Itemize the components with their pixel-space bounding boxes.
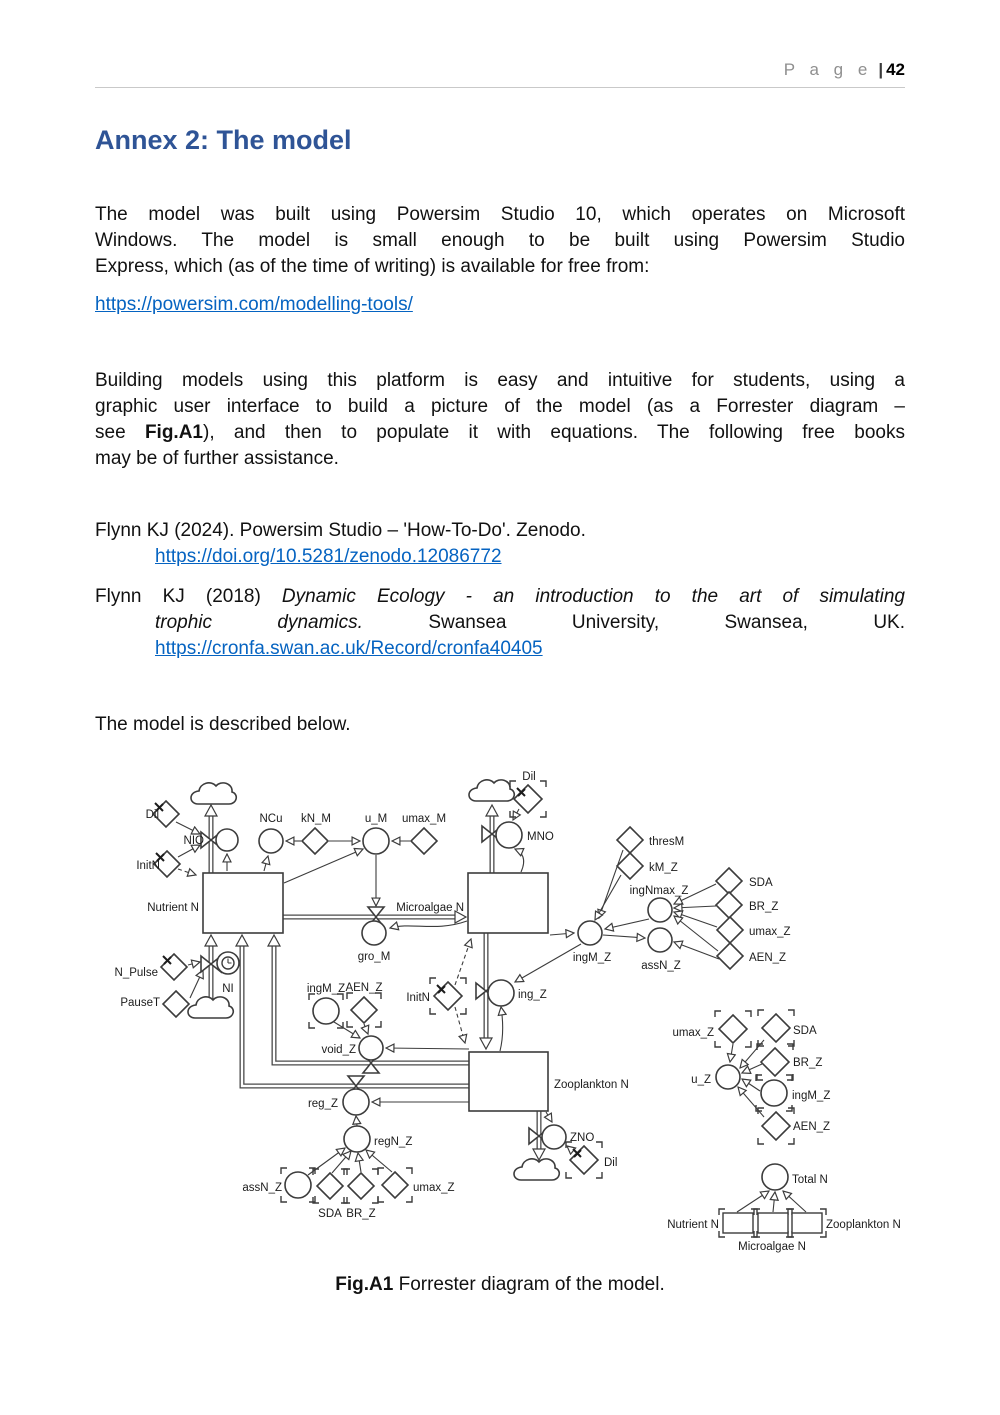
node-regn-z bbox=[344, 1126, 370, 1152]
label-ingm-z-u: ingM_Z bbox=[792, 1090, 831, 1102]
label-u-m: u_M bbox=[364, 813, 388, 825]
label-zooplankton-n-alias: Zooplankton N bbox=[826, 1219, 901, 1231]
alias-umax-z-u bbox=[719, 1015, 747, 1043]
node-reg-z bbox=[343, 1089, 369, 1115]
label-sda-u: SDA bbox=[793, 1025, 817, 1037]
reference-2-authors: Flynn KJ (2018) bbox=[95, 586, 261, 607]
label-aen-z-u: AEN_Z bbox=[793, 1121, 831, 1133]
page-header bbox=[95, 60, 905, 80]
label-aen-z-alias: AEN_Z bbox=[345, 982, 383, 994]
cloud-icon bbox=[469, 780, 514, 801]
node-ingm-z bbox=[578, 921, 602, 945]
paragraph-2-line: graphic user interface to build a picture of the model (as a Forrester diagram – bbox=[95, 396, 905, 417]
alias-box-zooplankton-n bbox=[792, 1213, 822, 1233]
alias-ingm-z bbox=[313, 998, 339, 1024]
reference-2-publisher: Swansea University, Swansea, UK. bbox=[428, 612, 906, 633]
node-assn-z bbox=[648, 928, 672, 952]
zenodo-link[interactable]: https://doi.org/10.5281/zenodo.12086772 bbox=[155, 546, 502, 567]
label-br-z-alias: BR_Z bbox=[346, 1208, 376, 1220]
const-umax-m bbox=[411, 828, 437, 854]
node-void-z bbox=[359, 1036, 383, 1060]
paragraph-2-line: Building models using this platform is easy and intuitive for students, using a bbox=[95, 370, 905, 391]
const-thresm bbox=[617, 827, 643, 853]
fig-reference: Fig.A1 bbox=[144, 422, 203, 443]
node-gro-m bbox=[362, 921, 386, 945]
paragraph-1-line: Express, which (as of the time of writing) is available for free from: bbox=[95, 256, 650, 277]
alias-assn-z bbox=[285, 1172, 311, 1198]
node-ncu bbox=[259, 829, 283, 853]
reference-1-link-line bbox=[155, 544, 905, 570]
caption-text: Forrester diagram of the model. bbox=[393, 1274, 665, 1295]
alias-aen-z-u bbox=[762, 1112, 790, 1140]
summary-boxes bbox=[723, 1213, 822, 1233]
cloud-icon bbox=[188, 997, 233, 1018]
label-nutrient-n: Nutrient N bbox=[147, 902, 199, 914]
node-nio bbox=[216, 829, 238, 851]
stock-zooplankton-n bbox=[469, 1052, 548, 1111]
forrester-diagram bbox=[100, 755, 960, 1275]
paragraph-2-line bbox=[95, 420, 905, 446]
label-initn: InitN bbox=[136, 860, 160, 872]
paragraph-2-line: may be of further assistance. bbox=[95, 448, 339, 469]
reference-2 bbox=[95, 584, 905, 662]
label-umax-m: umax_M bbox=[401, 813, 447, 825]
reference-2-link-line bbox=[155, 636, 905, 662]
label-ingm-z-alias: ingM_Z bbox=[306, 983, 346, 995]
reference-2-title: Dynamic Ecology - an introduction to the art of simulating bbox=[281, 586, 905, 607]
cloud-icon bbox=[514, 1159, 559, 1180]
label-br-z-u: BR_Z bbox=[793, 1057, 823, 1069]
paragraph-1-line: Windows. The model is small enough to be built using Powersim Studio bbox=[95, 230, 905, 251]
alias-br-z-b bbox=[348, 1173, 374, 1199]
pipe-arrowhead bbox=[205, 935, 217, 946]
page-title: Annex 2: The model bbox=[95, 125, 352, 155]
label-ingnmax-z: ingNmax_Z bbox=[629, 885, 689, 897]
const-aen-z bbox=[717, 943, 743, 969]
label-microalgae-n: Microalgae N bbox=[396, 902, 464, 914]
paragraph-2 bbox=[95, 368, 905, 472]
label-pauset: PauseT bbox=[120, 997, 160, 1009]
header-separator: | bbox=[878, 60, 884, 79]
pipe-arrowhead bbox=[486, 805, 498, 816]
reference-2-line2 bbox=[155, 610, 905, 636]
reference-2-title-cont: trophic dynamics. bbox=[155, 612, 363, 633]
label-nutrient-n-alias: Nutrient N bbox=[667, 1219, 719, 1231]
link-block bbox=[95, 292, 413, 318]
alias-sda-u bbox=[762, 1014, 790, 1042]
label-sda-alias: SDA bbox=[318, 1208, 342, 1220]
paragraph-2-text: ), and then to populate it with equations. The following free books bbox=[203, 422, 905, 443]
node-u-z bbox=[716, 1065, 740, 1089]
label-regn-z: regN_Z bbox=[374, 1136, 413, 1148]
alias-aen-z bbox=[351, 997, 377, 1023]
header-page-label: P a g e bbox=[783, 60, 873, 79]
const-sda bbox=[716, 868, 742, 894]
label-thresm: thresM bbox=[649, 836, 685, 848]
reference-1 bbox=[95, 518, 905, 570]
alias-box-microalgae-n bbox=[758, 1213, 788, 1233]
header-page-number: 42 bbox=[886, 60, 905, 79]
caption-fig-number: Fig.A1 bbox=[335, 1274, 394, 1295]
label-br-z: BR_Z bbox=[749, 901, 779, 913]
node-total-n bbox=[762, 1164, 788, 1190]
stock-microalgae-n bbox=[468, 873, 548, 933]
label-dil-top: Dil bbox=[522, 771, 536, 783]
alias-umax-z-b bbox=[382, 1172, 408, 1198]
label-assn-z: assN_Z bbox=[641, 960, 681, 972]
pipe-arrowhead bbox=[480, 1038, 492, 1049]
constant-diamonds bbox=[153, 785, 790, 1199]
label-umax-z: umax_Z bbox=[749, 926, 791, 938]
label-nio: NIO bbox=[183, 835, 204, 847]
pipe-arrowhead bbox=[236, 935, 248, 946]
label-mno: MNO bbox=[527, 831, 554, 843]
figure-caption bbox=[95, 1274, 905, 1296]
pipe-arrowhead bbox=[268, 935, 280, 946]
node-mno bbox=[496, 822, 522, 848]
label-km-z: kM_Z bbox=[649, 862, 678, 874]
label-n-pulse: N_Pulse bbox=[114, 967, 158, 979]
label-gro-m: gro_M bbox=[357, 951, 391, 963]
node-ing-z bbox=[488, 980, 514, 1006]
node-ingnmax-z bbox=[648, 898, 672, 922]
paragraph-1-line: The model was built using Powersim Studio 10, which operates on Microsoft bbox=[95, 204, 905, 225]
powersim-link[interactable]: https://powersim.com/modelling-tools/ bbox=[95, 294, 413, 315]
stock-nutrient-n bbox=[203, 873, 283, 933]
header-rule bbox=[95, 87, 905, 88]
label-microalgae-n-alias: Microalgae N bbox=[738, 1241, 806, 1253]
paragraph-3: The model is described below. bbox=[95, 714, 351, 735]
label-ing-z: ing_Z bbox=[518, 989, 547, 1001]
reference-2-line1 bbox=[95, 584, 905, 610]
label-void-z: void_Z bbox=[321, 1044, 356, 1056]
pipe-arrowhead bbox=[205, 805, 217, 816]
label-sda: SDA bbox=[749, 877, 773, 889]
label-u-z: u_Z bbox=[691, 1074, 711, 1086]
label-ni: NI bbox=[222, 983, 234, 995]
cloud-icon bbox=[191, 783, 236, 804]
alias-sda-b bbox=[317, 1173, 343, 1199]
label-reg-z: reg_Z bbox=[307, 1098, 338, 1110]
label-umax-z-alias: umax_Z bbox=[413, 1182, 455, 1194]
const-umax-z bbox=[717, 917, 743, 943]
label-umax-z-u: umax_Z bbox=[672, 1027, 714, 1039]
cronfa-link[interactable]: https://cronfa.swan.ac.uk/Record/cronfa40405 bbox=[155, 638, 543, 659]
const-kn-m bbox=[302, 828, 328, 854]
label-aen-z: AEN_Z bbox=[749, 952, 787, 964]
label-dil-zno: Dil bbox=[604, 1157, 618, 1169]
node-zno bbox=[542, 1125, 566, 1149]
label-total-n: Total N bbox=[792, 1174, 828, 1186]
label-ncu: NCu bbox=[259, 813, 283, 825]
label-kn-m: kN_M bbox=[300, 813, 332, 825]
label-ingm-z: ingM_Z bbox=[572, 952, 612, 964]
alias-ingm-z-u bbox=[761, 1080, 787, 1106]
label-assn-z-alias: assN_Z bbox=[242, 1182, 282, 1194]
alias-br-z-u bbox=[761, 1048, 789, 1076]
const-br-z bbox=[716, 892, 742, 918]
node-u-m bbox=[363, 828, 389, 854]
const-pauset bbox=[163, 991, 189, 1017]
paragraph-1 bbox=[95, 202, 905, 280]
alias-box-nutrient-n bbox=[723, 1213, 753, 1233]
label-zno: ZNO bbox=[570, 1132, 595, 1144]
label-dil: Dil bbox=[145, 809, 159, 821]
paragraph-2-text: see bbox=[95, 422, 126, 443]
reference-1-text: Flynn KJ (2024). Powersim Studio – 'How-To-Do'. Zenodo. bbox=[95, 520, 586, 541]
label-zooplankton-n: Zooplankton N bbox=[554, 1079, 629, 1091]
label-initn-alias: InitN bbox=[406, 992, 430, 1004]
